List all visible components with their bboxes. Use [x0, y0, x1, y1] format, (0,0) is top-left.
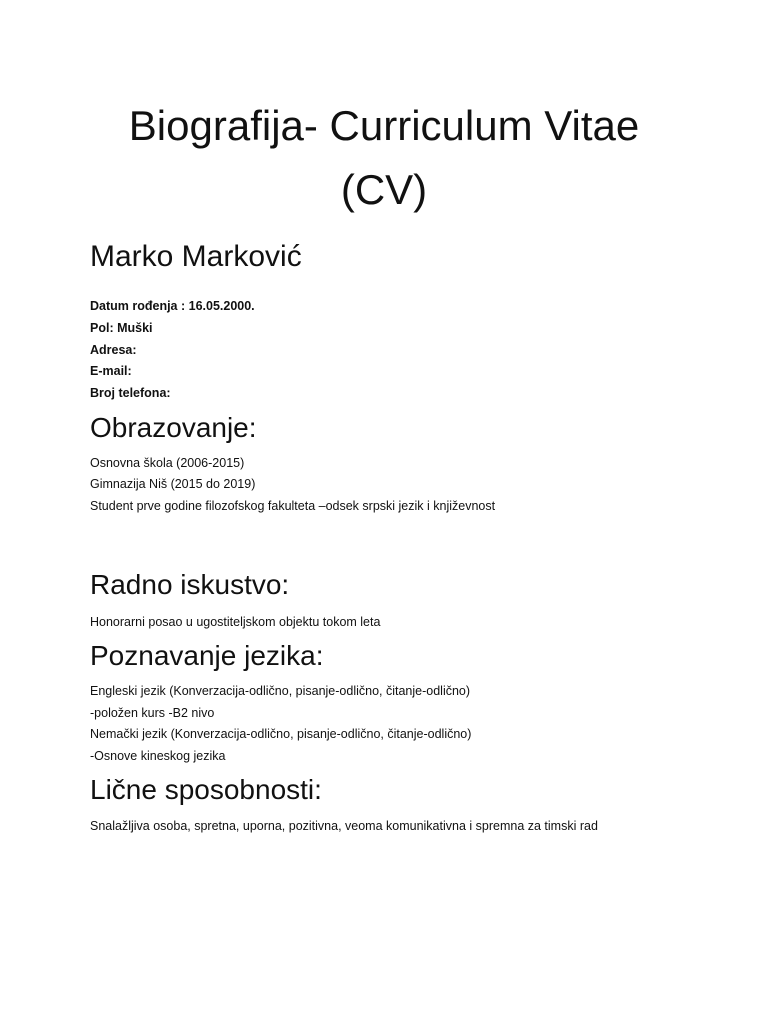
- address: Adresa:: [90, 343, 137, 357]
- education-line: Gimnazija Niš (2015 do 2019): [90, 477, 256, 491]
- work-line: Honorarni posao u ugostiteljskom objektu tokom leta: [90, 615, 381, 629]
- education-heading: Obrazovanje:: [90, 412, 257, 443]
- languages-heading: Poznavanje jezika:: [90, 640, 324, 671]
- gender: Pol: Muški: [90, 321, 153, 335]
- work-heading: Radno iskustvo:: [90, 569, 290, 600]
- document-title-line-2: (CV): [340, 166, 428, 213]
- document-title-line-1: Biografija- Curriculum Vitae: [128, 102, 640, 149]
- email: E-mail:: [90, 364, 132, 378]
- education-line: Osnovna škola (2006-2015): [90, 456, 245, 470]
- language-line: -Osnove kineskog jezika: [90, 749, 226, 763]
- language-line: -položen kurs -B2 nivo: [90, 706, 215, 720]
- skills-heading: Lične sposobnosti:: [90, 774, 322, 805]
- education-line: Student prve godine filozofskog fakulteta –odsek srpski jezik i književnost: [90, 499, 496, 513]
- person-name: Marko Marković: [90, 240, 302, 273]
- skills-line: Snalažljiva osoba, spretna, uporna, pozitivna, veoma komunikativna i spremna za timski rad: [90, 819, 598, 833]
- language-line: Nemački jezik (Konverzacija-odlično, pisanje-odlično, čitanje-odlično): [90, 727, 472, 741]
- phone-number: Broj telefona:: [90, 386, 171, 400]
- birth-date: Datum rođenja : 16.05.2000.: [90, 299, 255, 313]
- language-line: Engleski jezik (Konverzacija-odlično, pisanje-odlično, čitanje-odlično): [90, 684, 471, 698]
